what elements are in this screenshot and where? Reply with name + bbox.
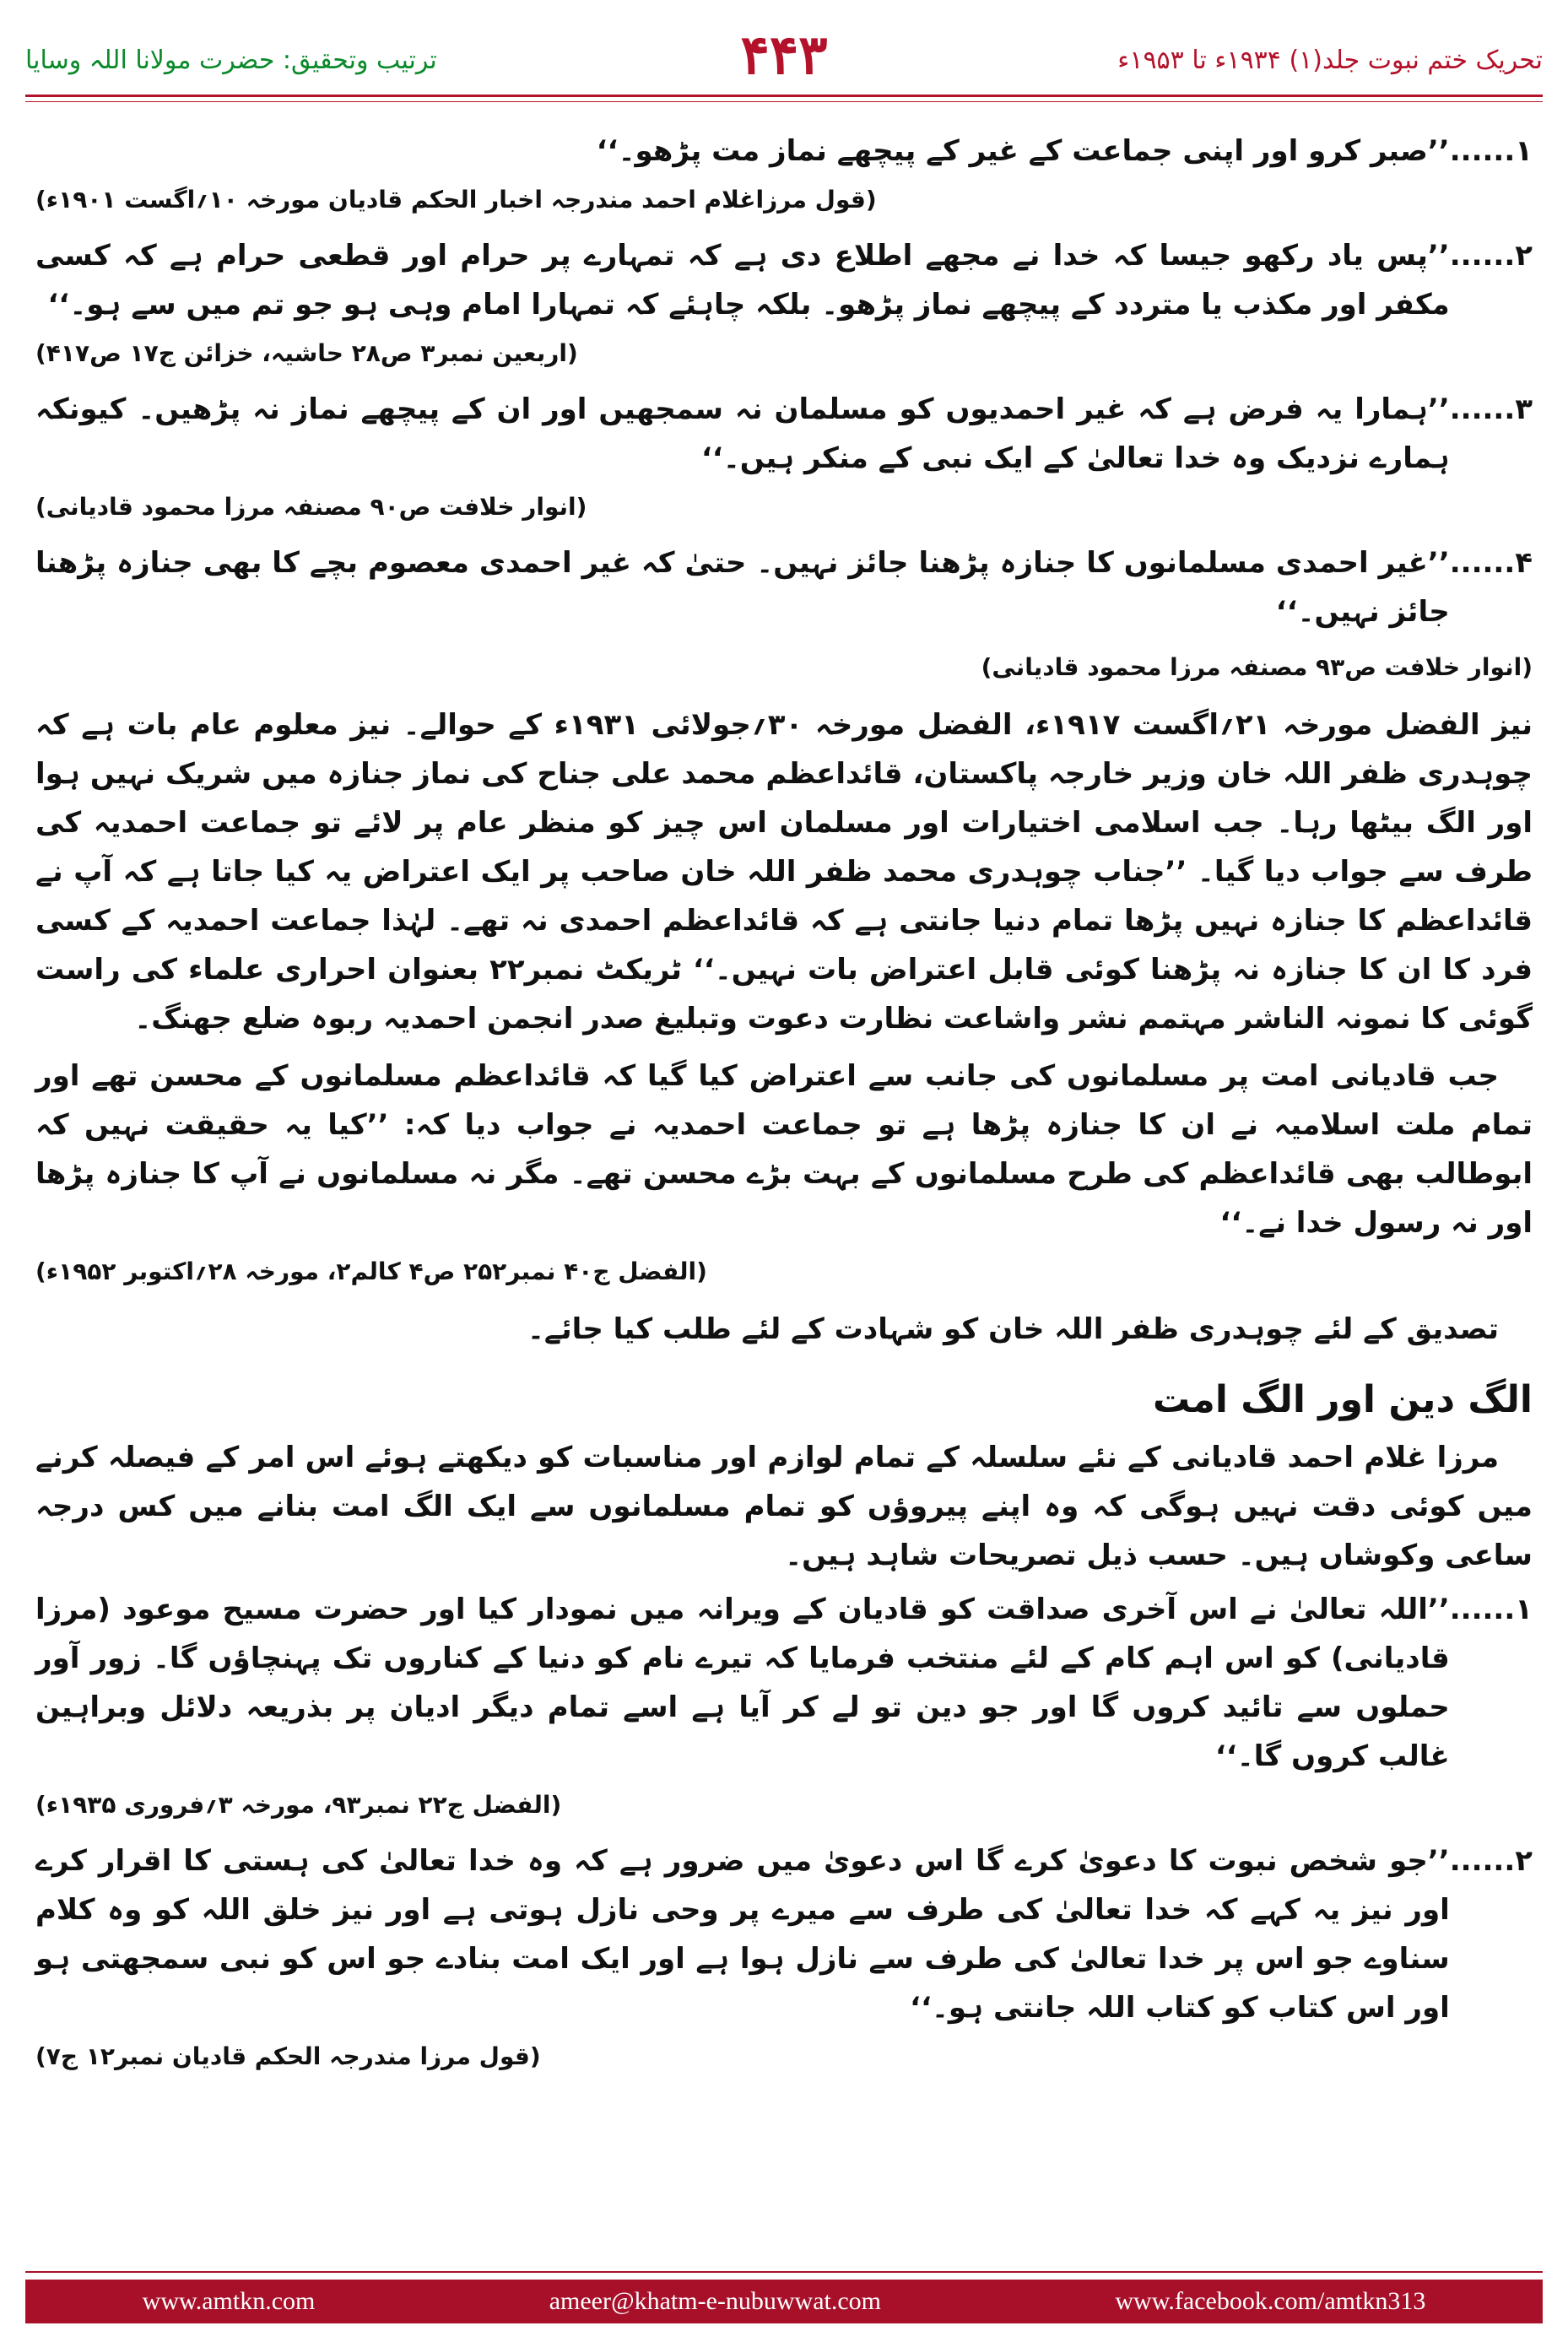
quote-text: ’’اللہ تعالیٰ نے اس آخری صداقت کو قادیان کے ویرانہ میں نمودار کیا اور حضرت مسیح موعود (مرزا قادیانی) کو اس اہم کام کے لئے منتخب فرمایا کہ تیرے نام کو دنیا کے کناروں تک پہنچاؤں گا۔ زور آور حملوں سے تائید کروں گا اور جو دین تو لے کر آیا ہے اسے تمام دیگر ادیان پر بذریعہ دلائل وبراہین غالب کروں گا۔‘‘ <box>35 1593 1450 1773</box>
item-number: ۳...... <box>1449 392 1533 426</box>
page-footer <box>25 2280 1543 2323</box>
citation: (انوار خلافت ص۹۰ مصنفہ مرزا محمود قادیانی) <box>35 493 587 521</box>
quote-item <box>35 1585 1533 1830</box>
quote-text: ’’جو شخص نبوت کا دعویٰ کرے گا اس دعویٰ میں ضرور ہے کہ وہ خدا تعالیٰ کی ہستی کا اقرار کرے اور نیز یہ کہے کہ خدا تعالیٰ کی طرف سے میرے پر وحی نازل ہوتی ہے اور نیز خلق اللہ کو وہ کلام سناوے جو اس پر خدا تعالیٰ کی طرف سے نازل ہوا ہے اور ایک امت بنادے جو اس کو نبی سمجھتی ہو اور اس کتاب کو کتاب اللہ جانتی ہو۔‘‘ <box>35 1844 1450 2025</box>
item-number: ۱...... <box>1449 1593 1533 1626</box>
item-text <box>35 1836 1450 2081</box>
quote-item <box>35 385 1533 532</box>
quote-text: ’’غیر احمدی مسلمانوں کا جنازہ پڑھنا جائز نہیں۔ حتیٰ کہ غیر احمدی معصوم بچے کا بھی جنازہ پڑھنا جائز نہیں۔‘‘ <box>35 546 1450 629</box>
section-heading: الگ دین اور الگ امت <box>1153 1378 1533 1421</box>
citation: (انوار خلافت ص۹۳ مصنفہ مرزا محمود قادیانی) <box>981 653 1533 681</box>
paragraph: نیز الفضل مورخہ ۲۱؍اگست ۱۹۱۷ء، الفضل مورخہ ۳۰؍جولائی ۱۹۳۱ء کے حوالے۔ نیز معلوم عام بات ہے کہ چوہدری ظفر اللہ خان وزیر خارجہ پاکستان، قائداعظم محمد علی جناح کی نماز جنازہ میں شریک نہیں ہوا اور الگ بیٹھا رہا۔ جب اسلامی اختیارات اور مسلمان اس چیز کو منظر عام پر لائے تو جماعت احمدیہ کی طرف سے جواب دیا گیا۔ ’’جناب چوہدری محمد ظفر اللہ خان صاحب پر ایک اعتراض یہ کیا جاتا ہے کہ آپ نے قائداعظم کا جنازہ نہیں پڑھا تمام دنیا جانتی ہے کہ قائداعظم احمدی نہ تھے۔ لہٰذا جماعت احمدیہ کے کسی فرد کا ان کا جنازہ نہ پڑھنا کوئی قابل اعتراض بات نہیں۔‘‘ ٹریکٹ نمبر۲۲ بعنوان احراری علماء کی راست گوئی کا نمونہ الناشر مہتمم نشر واشاعت نظارت دعوت وتبلیغ صدر انجمن احمدیہ ربوہ ضلع جھنگ۔ <box>35 708 1533 1036</box>
quote-text: ’’پس یاد رکھو جیسا کہ خدا نے مجھے اطلاع دی ہے کہ تمہارے پر حرام اور قطعی حرام ہے کہ کسی مکفر اور مکذب یا متردد کے پیچھے نماز پڑھو۔ بلکہ چاہئے کہ تمہارا امام وہی ہو جو تم میں سے ہو۔‘‘ <box>35 239 1450 322</box>
paragraph: مرزا غلام احمد قادیانی کے نئے سلسلہ کے تمام لوازم اور مناسبات کو دیکھتے ہوئے اس امر کے فیصلہ کرنے میں کوئی دقت نہیں ہوگی کہ وہ اپنے پیروؤں کو تمام مسلمانوں سے ایک الگ امت بنانے میں کس درجہ ساعی وکوشاں ہیں۔ حسب ذیل تصریحات شاہد ہیں۔ <box>35 1441 1533 1572</box>
paragraph: تصدیق کے لئے چوہدری ظفر اللہ خان کو شہادت کے لئے طلب کیا جائے۔ <box>527 1312 1499 1346</box>
item-text <box>35 231 1450 378</box>
quote-item <box>35 538 1533 636</box>
citation: (الفضل ج۴۰ نمبر۲۵۲ ص۴ کالم۲، مورخہ ۲۸؍اکتوبر ۱۹۵۲ء) <box>35 1258 707 1285</box>
item-text <box>35 1585 1450 1830</box>
paragraph-text: جب قادیانی امت پر مسلمانوں کی جانب سے اعتراض کیا گیا کہ قائداعظم مسلمانوں کے محسن تھے اور تمام ملت اسلامیہ نے ان کا جنازہ پڑھا ہے تو جماعت احمدیہ نے جواب دیا کہ: ’’کیا یہ حقیقت نہیں کہ ابوطالب بھی قائداعظم کی طرح مسلمانوں کے بہت بڑے محسن تھے۔ مگر نہ مسلمانوں نے آپ کا جنازہ پڑھا اور نہ رسول خدا نے۔‘‘ <box>35 1059 1533 1240</box>
page-number: ۴۴۳ <box>740 24 828 87</box>
footer-rule <box>25 2271 1543 2273</box>
quote-item <box>35 127 1533 224</box>
paragraph <box>35 1052 1533 1296</box>
page-body <box>35 127 1533 2241</box>
item-text <box>35 127 1450 224</box>
book-title: تحریک ختم نبوت جلد(۱) ۱۹۳۴ء تا ۱۹۵۳ء <box>1117 46 1543 75</box>
citation: (قول مرزاغلام احمد مندرجہ اخبار الحکم قادیان مورخہ ۱۰؍اگست ۱۹۰۱ء) <box>35 186 877 214</box>
item-text <box>35 385 1450 532</box>
item-number: ۱...... <box>1449 134 1533 168</box>
citation: (اربعین نمبر۳ ص۲۸ حاشیہ، خزائن ج۱۷ ص۴۱۷) <box>35 339 578 367</box>
website-link[interactable]: www.amtkn.com <box>142 2287 316 2315</box>
citation: (قول مرزا مندرجہ الحکم قادیان نمبر۱۲ ج۷) <box>35 2042 541 2070</box>
header-rule <box>25 95 1543 97</box>
quote-text: ’’ہمارا یہ فرض ہے کہ غیر احمدیوں کو مسلمان نہ سمجھیں اور ان کے پیچھے نماز نہ پڑھیں۔ کیونکہ ہمارے نزدیک وہ خدا تعالیٰ کے ایک نبی کے منکر ہیں۔‘‘ <box>35 392 1450 475</box>
facebook-link[interactable]: www.facebook.com/amtkn313 <box>1115 2287 1426 2315</box>
item-number: ۴...... <box>1449 546 1533 580</box>
quote-text: ’’صبر کرو اور اپنی جماعت کے غیر کے پیچھے نماز مت پڑھو۔‘‘ <box>596 134 1450 168</box>
item-number: ۲...... <box>1449 239 1533 273</box>
item-number: ۲...... <box>1449 1844 1533 1878</box>
quote-item <box>35 231 1533 378</box>
page-header <box>25 24 1543 100</box>
citation: (الفضل ج۲۲ نمبر۹۳، مورخہ ۳؍فروری ۱۹۳۵ء) <box>35 1791 562 1819</box>
header-rule-thin <box>25 101 1543 102</box>
compiler-credit: ترتیب وتحقیق: حضرت مولانا اللہ وسایا <box>25 46 437 75</box>
email-link[interactable]: ameer@khatm-e-nubuwwat.com <box>549 2287 882 2315</box>
quote-item <box>35 1836 1533 2081</box>
item-text <box>35 538 1450 636</box>
